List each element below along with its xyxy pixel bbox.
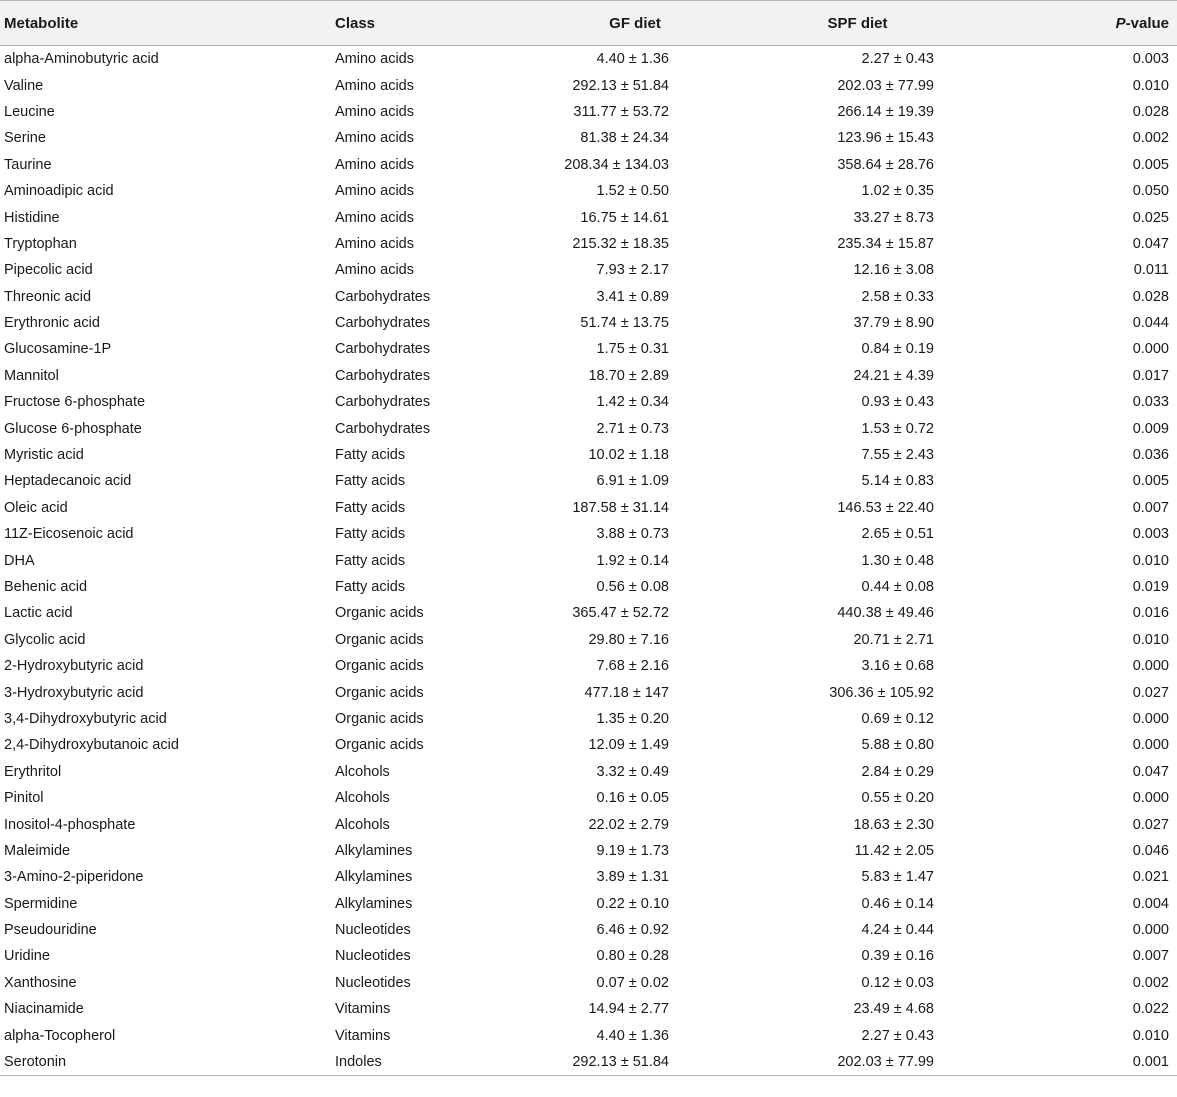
cell-spf-diet: 146.53 ± 22.40 — [837, 499, 934, 516]
cell-metabolite: Taurine — [4, 156, 52, 173]
cell-spf-diet: 2.27 ± 0.43 — [861, 1027, 934, 1044]
cell-p-value: 0.001 — [990, 1049, 1177, 1076]
cell-p-value: 0.007 — [1132, 948, 1169, 965]
cell-gf-diet: 208.34 ± 134.03 — [564, 156, 669, 173]
cell-metabolite: 2,4-Dihydroxybutanoic acid — [4, 737, 179, 754]
cell-gf-diet: 16.75 ± 14.61 — [580, 209, 669, 226]
cell-spf-diet: 24.21 ± 4.39 — [853, 367, 934, 384]
cell-class: Alkylamines — [335, 842, 413, 859]
header-row — [0, 1, 1177, 46]
cell-spf-diet: 37.79 ± 8.90 — [853, 315, 934, 332]
cell-metabolite: Pipecolic acid — [4, 262, 93, 279]
table-row — [0, 574, 1177, 600]
cell-gf-diet: 3.41 ± 0.89 — [596, 288, 669, 305]
cell-gf-diet: 187.58 ± 31.14 — [572, 499, 669, 516]
cell-metabolite: Threonic acid — [4, 288, 92, 305]
cell-gf-diet: 12.09 ± 1.49 — [588, 737, 669, 754]
cell-gf-diet: 365.47 ± 52.72 — [572, 605, 669, 622]
cell-metabolite: alpha-Tocopherol — [4, 1027, 116, 1044]
table-row — [0, 231, 1177, 257]
cell-p-value: 0.007 — [1132, 499, 1169, 516]
cell-spf-diet: 0.44 ± 0.08 — [861, 579, 934, 595]
cell-metabolite: Serine — [4, 130, 46, 147]
table-row — [0, 732, 1177, 758]
cell-metabolite: Glucose 6-phosphate — [4, 420, 142, 437]
cell-gf-diet: 4.40 ± 1.36 — [596, 51, 669, 68]
table-header — [0, 1, 1177, 46]
table-row — [0, 178, 1177, 204]
cell-metabolite: Erythritol — [4, 763, 62, 780]
cell-gf-diet: 6.91 ± 1.09 — [596, 473, 669, 490]
cell-p-value: 0.033 — [1132, 394, 1169, 411]
cell-spf-diet: 440.38 ± 49.46 — [837, 605, 934, 622]
cell-metabolite: Aminoadipic acid — [4, 183, 114, 200]
cell-spf-diet: 266.14 ± 19.39 — [837, 103, 934, 120]
table-row — [0, 996, 1177, 1022]
cell-spf-diet: 2.84 ± 0.29 — [861, 763, 934, 780]
cell-gf-diet: 1.35 ± 0.20 — [596, 710, 669, 727]
table-row — [0, 785, 1177, 811]
cell-gf-diet: 1.42 ± 0.34 — [596, 394, 669, 411]
cell-metabolite: Leucine — [4, 103, 55, 120]
cell-spf-diet: 0.84 ± 0.19 — [861, 341, 934, 358]
cell-p-value: 0.002 — [1132, 974, 1169, 991]
cell-p-value: 0.000 — [1132, 922, 1169, 939]
cell-spf-diet: 202.03 ± 77.99 — [837, 77, 934, 94]
cell-p-value: 0.005 — [1132, 156, 1169, 173]
cell-p-value: 0.028 — [1132, 103, 1169, 120]
cell-gf-diet: 0.07 ± 0.02 — [596, 974, 669, 991]
cell-p-value: 0.019 — [1132, 579, 1169, 595]
cell-gf-diet: 7.68 ± 2.16 — [596, 658, 669, 675]
cell-class: Amino acids — [335, 262, 414, 279]
cell-class: Vitamins — [335, 1001, 391, 1018]
table-row — [0, 125, 1177, 151]
table-row — [0, 468, 1177, 494]
cell-gf-diet: 292.13 ± 51.84 — [572, 77, 669, 94]
cell-spf-diet: 358.64 ± 28.76 — [837, 156, 934, 173]
cell-class: Amino acids — [335, 235, 414, 252]
cell-spf-diet: 1.02 ± 0.35 — [861, 183, 934, 200]
cell-metabolite: Behenic acid — [4, 579, 88, 595]
cell-metabolite: alpha-Aminobutyric acid — [4, 51, 159, 68]
cell-p-value: 0.036 — [1132, 447, 1169, 464]
cell-spf-diet: 0.69 ± 0.12 — [861, 710, 934, 727]
cell-gf-diet: 3.88 ± 0.73 — [596, 526, 669, 543]
cell-spf-diet: 12.16 ± 3.08 — [853, 262, 934, 279]
cell-gf-diet: 51.74 ± 13.75 — [580, 315, 669, 332]
cell-p-value: 0.000 — [1132, 710, 1169, 727]
cell-metabolite: Glucosamine-1P — [4, 341, 112, 358]
cell-metabolite: Lactic acid — [4, 605, 73, 622]
cell-metabolite: Oleic acid — [4, 499, 68, 516]
table-row — [0, 152, 1177, 178]
cell-metabolite: Tryptophan — [4, 235, 77, 252]
table-row — [0, 864, 1177, 890]
table-row — [0, 284, 1177, 310]
cell-metabolite: 11Z-Eicosenoic acid — [4, 526, 134, 543]
cell-metabolite: DHA — [4, 552, 35, 569]
cell-spf-diet: 306.36 ± 105.92 — [829, 684, 934, 701]
cell-class: Fatty acids — [335, 526, 406, 543]
cell-spf-diet: 2.27 ± 0.43 — [861, 51, 934, 68]
table-row — [0, 495, 1177, 521]
cell-class: Fatty acids — [335, 552, 406, 569]
table-row — [0, 442, 1177, 468]
cell-p-value: 0.009 — [1132, 420, 1169, 437]
cell-p-value: 0.028 — [1132, 288, 1169, 305]
cell-p-value: 0.016 — [1132, 605, 1169, 622]
cell-spf-diet: 0.39 ± 0.16 — [861, 948, 934, 965]
table-row — [0, 257, 1177, 283]
cell-p-value: 0.010 — [1132, 77, 1169, 94]
cell-spf-diet: 235.34 ± 15.87 — [837, 235, 934, 252]
header-p-value-italic: P — [1115, 14, 1126, 32]
table-row — [0, 627, 1177, 653]
table-row — [0, 363, 1177, 389]
cell-spf-diet: 4.24 ± 0.44 — [861, 922, 934, 939]
cell-gf-diet: 0.80 ± 0.28 — [596, 948, 669, 965]
header-spf-diet: SPF diet — [725, 1, 990, 46]
cell-p-value: 0.047 — [1132, 763, 1169, 780]
cell-gf-diet: 3.89 ± 1.31 — [596, 869, 669, 886]
cell-metabolite: Serotonin — [0, 1049, 335, 1076]
cell-p-value: 0.010 — [1132, 552, 1169, 569]
cell-p-value: 0.022 — [1132, 1001, 1169, 1018]
cell-spf-diet: 0.12 ± 0.03 — [861, 974, 934, 991]
cell-metabolite: 3-Hydroxybutyric acid — [4, 684, 144, 701]
table-row — [0, 891, 1177, 917]
cell-p-value: 0.000 — [1132, 658, 1169, 675]
cell-class: Carbohydrates — [335, 367, 431, 384]
cell-class: Amino acids — [335, 183, 414, 200]
cell-metabolite: 3-Amino-2-piperidone — [4, 869, 144, 886]
cell-p-value: 0.000 — [1132, 341, 1169, 358]
cell-class: Organic acids — [335, 605, 424, 622]
cell-gf-diet: 14.94 ± 2.77 — [588, 1001, 669, 1018]
cell-p-value: 0.047 — [1132, 235, 1169, 252]
cell-metabolite: Histidine — [4, 209, 60, 226]
cell-p-value: 0.046 — [1132, 842, 1169, 859]
cell-metabolite: Glycolic acid — [4, 631, 86, 648]
cell-gf-diet: 1.75 ± 0.31 — [596, 341, 669, 358]
cell-p-value: 0.027 — [1132, 684, 1169, 701]
table-row — [0, 759, 1177, 785]
table-row — [0, 99, 1177, 125]
table-row — [0, 706, 1177, 732]
cell-gf-diet: 1.92 ± 0.14 — [596, 552, 669, 569]
table-row — [0, 917, 1177, 943]
cell-gf-diet: 477.18 ± 147 — [584, 684, 669, 701]
cell-spf-diet: 33.27 ± 8.73 — [853, 209, 934, 226]
table-row — [0, 811, 1177, 837]
cell-metabolite: Uridine — [4, 948, 50, 965]
cell-spf-diet: 123.96 ± 15.43 — [837, 130, 934, 147]
cell-spf-diet: 23.49 ± 4.68 — [853, 1001, 934, 1018]
cell-gf-diet: 22.02 ± 2.79 — [588, 816, 669, 833]
table-row — [0, 389, 1177, 415]
cell-gf-diet: 7.93 ± 2.17 — [596, 262, 669, 279]
cell-metabolite: Heptadecanoic acid — [4, 473, 132, 490]
header-p-value — [990, 1, 1177, 46]
cell-class: Alcohols — [335, 763, 390, 780]
cell-metabolite: Valine — [4, 77, 44, 94]
table-row — [0, 653, 1177, 679]
cell-spf-diet: 11.42 ± 2.05 — [854, 842, 934, 859]
cell-p-value: 0.025 — [1132, 209, 1169, 226]
cell-class: Fatty acids — [335, 473, 406, 490]
table-row — [0, 310, 1177, 336]
cell-p-value: 0.010 — [1132, 631, 1169, 648]
cell-gf-diet: 311.77 ± 53.72 — [573, 103, 669, 120]
cell-gf-diet: 0.56 ± 0.08 — [596, 579, 669, 595]
table-body — [0, 46, 1177, 1076]
cell-spf-diet: 1.53 ± 0.72 — [861, 420, 934, 437]
table-row — [0, 46, 1177, 73]
table-row — [0, 970, 1177, 996]
cell-class: Fatty acids — [335, 579, 406, 595]
cell-class: Carbohydrates — [335, 394, 431, 411]
header-p-value-suffix: -value — [1125, 14, 1169, 32]
cell-spf-diet: 5.88 ± 0.80 — [861, 737, 934, 754]
cell-class: Alcohols — [335, 790, 390, 807]
cell-class: Vitamins — [335, 1027, 391, 1044]
cell-p-value: 0.003 — [1132, 526, 1169, 543]
cell-p-value: 0.010 — [1132, 1027, 1169, 1044]
table-row — [0, 72, 1177, 98]
cell-class: Alcohols — [335, 816, 390, 833]
cell-p-value: 0.044 — [1132, 315, 1169, 332]
cell-p-value: 0.050 — [1132, 183, 1169, 200]
cell-class: Fatty acids — [335, 499, 406, 516]
cell-class: Nucleotides — [335, 922, 411, 939]
cell-class: Nucleotides — [335, 948, 411, 965]
cell-class: Carbohydrates — [335, 341, 431, 358]
cell-spf-diet: 0.55 ± 0.20 — [861, 790, 934, 807]
cell-spf-diet: 5.14 ± 0.83 — [861, 473, 934, 490]
cell-spf-diet: 0.46 ± 0.14 — [861, 895, 934, 912]
cell-p-value: 0.004 — [1132, 895, 1169, 912]
cell-class: Amino acids — [335, 51, 414, 68]
header-gf-diet: GF diet — [525, 1, 725, 46]
cell-metabolite: Maleimide — [4, 842, 71, 859]
cell-p-value: 0.005 — [1132, 473, 1169, 490]
table-row — [0, 204, 1177, 230]
cell-spf-diet: 20.71 ± 2.71 — [853, 631, 934, 648]
cell-class: Carbohydrates — [335, 315, 431, 332]
cell-class: Fatty acids — [335, 447, 406, 464]
cell-class: Amino acids — [335, 130, 414, 147]
cell-gf-diet: 3.32 ± 0.49 — [596, 763, 669, 780]
cell-class: Nucleotides — [335, 974, 411, 991]
cell-spf-diet: 2.65 ± 0.51 — [861, 526, 934, 543]
table-row — [0, 547, 1177, 573]
cell-spf-diet: 2.58 ± 0.33 — [861, 288, 934, 305]
cell-p-value: 0.000 — [1132, 790, 1169, 807]
cell-p-value: 0.027 — [1132, 816, 1169, 833]
cell-gf-diet: 18.70 ± 2.89 — [588, 367, 669, 384]
table-row — [0, 415, 1177, 441]
cell-spf-diet: 1.30 ± 0.48 — [861, 552, 934, 569]
cell-spf-diet: 7.55 ± 2.43 — [861, 447, 934, 464]
cell-p-value: 0.002 — [1132, 130, 1169, 147]
cell-metabolite: Xanthosine — [4, 974, 77, 991]
cell-spf-diet: 3.16 ± 0.68 — [861, 658, 934, 675]
table-row — [0, 521, 1177, 547]
header-metabolite: Metabolite — [0, 1, 335, 46]
cell-class: Amino acids — [335, 209, 414, 226]
cell-p-value: 0.017 — [1132, 367, 1169, 384]
cell-p-value: 0.000 — [1132, 737, 1169, 754]
table-row — [0, 838, 1177, 864]
cell-gf-diet: 2.71 ± 0.73 — [596, 420, 669, 437]
cell-metabolite: 3,4-Dihydroxybutyric acid — [4, 710, 167, 727]
cell-metabolite: Pseudouridine — [4, 922, 97, 939]
cell-gf-diet: 4.40 ± 1.36 — [596, 1027, 669, 1044]
table-row — [0, 1022, 1177, 1048]
cell-class: Alkylamines — [335, 895, 413, 912]
cell-class: Organic acids — [335, 631, 424, 648]
cell-gf-diet: 10.02 ± 1.18 — [588, 447, 669, 464]
cell-class: Indoles — [335, 1049, 525, 1076]
cell-class: Alkylamines — [335, 869, 413, 886]
cell-spf-diet: 5.83 ± 1.47 — [861, 869, 934, 886]
cell-class: Amino acids — [335, 77, 414, 94]
cell-metabolite: Fructose 6-phosphate — [4, 394, 146, 411]
table-row — [0, 679, 1177, 705]
cell-p-value: 0.011 — [1133, 262, 1169, 279]
cell-class: Organic acids — [335, 658, 424, 675]
cell-class: Amino acids — [335, 103, 414, 120]
cell-class: Organic acids — [335, 737, 424, 754]
cell-class: Organic acids — [335, 710, 424, 727]
cell-gf-diet: 215.32 ± 18.35 — [572, 235, 669, 252]
cell-gf-diet: 292.13 ± 51.84 — [525, 1049, 725, 1076]
cell-class: Carbohydrates — [335, 420, 431, 437]
cell-metabolite: Niacinamide — [4, 1001, 84, 1018]
cell-metabolite: Mannitol — [4, 367, 59, 384]
cell-gf-diet: 6.46 ± 0.92 — [596, 922, 669, 939]
table-row — [0, 336, 1177, 362]
cell-class: Amino acids — [335, 156, 414, 173]
header-class: Class — [335, 1, 525, 46]
cell-gf-diet: 9.19 ± 1.73 — [596, 842, 669, 859]
cell-metabolite: Myristic acid — [4, 447, 84, 464]
cell-metabolite: Inositol-4-phosphate — [4, 816, 136, 833]
cell-class: Organic acids — [335, 684, 424, 701]
cell-spf-diet: 0.93 ± 0.43 — [861, 394, 934, 411]
cell-spf-diet: 202.03 ± 77.99 — [725, 1049, 990, 1076]
cell-gf-diet: 0.22 ± 0.10 — [596, 895, 669, 912]
cell-metabolite: Pinitol — [4, 790, 44, 807]
cell-class: Carbohydrates — [335, 288, 431, 305]
table-row — [0, 943, 1177, 969]
cell-gf-diet: 0.16 ± 0.05 — [596, 790, 669, 807]
table-row — [0, 1049, 1177, 1076]
cell-metabolite: Erythronic acid — [4, 315, 100, 332]
cell-spf-diet: 18.63 ± 2.30 — [853, 816, 934, 833]
cell-p-value: 0.003 — [1132, 51, 1169, 68]
cell-gf-diet: 81.38 ± 24.34 — [580, 130, 669, 147]
table-row — [0, 600, 1177, 626]
cell-p-value: 0.021 — [1132, 869, 1169, 886]
cell-metabolite: 2-Hydroxybutyric acid — [4, 658, 144, 675]
cell-metabolite: Spermidine — [4, 895, 78, 912]
cell-gf-diet: 29.80 ± 7.16 — [588, 631, 669, 648]
cell-gf-diet: 1.52 ± 0.50 — [596, 183, 669, 200]
